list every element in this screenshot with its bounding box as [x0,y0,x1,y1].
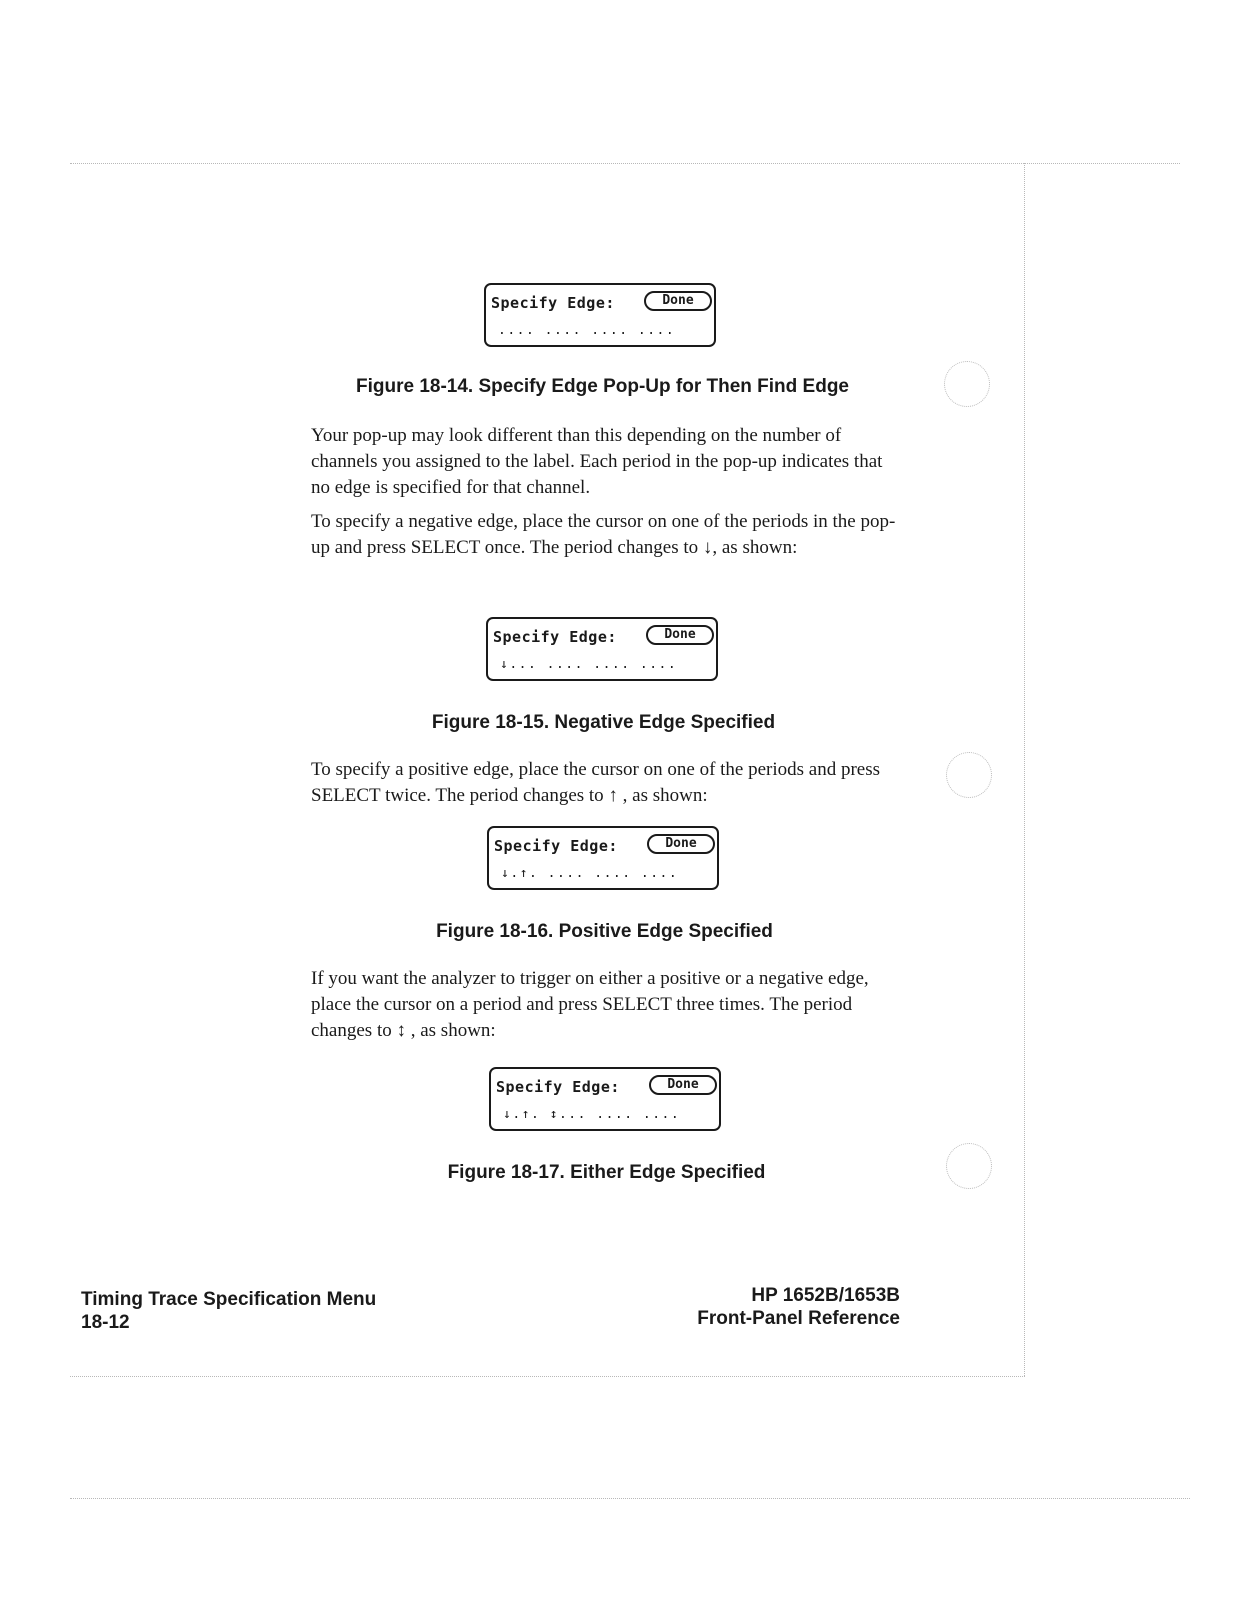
popup-title: Specify Edge: [491,294,615,312]
edge-channel-list: .... .... .... .... [498,323,676,338]
footer-left [81,1288,376,1334]
edge-channel-list: ↓.↑. .... .... .... [501,866,679,881]
specify-edge-popup [487,826,719,890]
edge-channel-list: ↓... .... .... .... [500,657,678,672]
figure-caption: Figure 18-16. Positive Edge Specified [436,921,773,942]
page-bottom-border [70,1376,1025,1377]
figure-caption: Figure 18-14. Specify Edge Pop-Up for Then Find Edge [356,376,849,397]
done-button[interactable]: Done [646,625,714,645]
body-paragraph: If you want the analyzer to trigger on either a positive or a negative edge, place the cursor on a period and press SELECT three times. The period changes to ↕ , as shown: [311,968,869,1041]
body-paragraph: Your pop-up may look different than this depending on the number of channels you assigned to the label. Each period in the pop-up indicates that no edge is specified for that channel. [311,425,883,498]
body-paragraph: To specify a positive edge, place the cursor on one of the periods and press SELECT twice. The period changes to ↑ , as shown: [311,759,881,806]
edge-channel-list: ↓.↑. ↕... .... .... [503,1107,681,1122]
popup-title: Specify Edge: [496,1078,620,1096]
product-name: HP 1652B/1653B [751,1285,900,1306]
specify-edge-popup [489,1067,721,1131]
footer-right [697,1284,900,1330]
done-button[interactable]: Done [647,834,715,854]
done-button[interactable]: Done [644,291,712,311]
popup-title: Specify Edge: [493,628,617,646]
page-number: 18-12 [81,1312,130,1333]
specify-edge-popup [486,617,718,681]
figure-caption: Figure 18-15. Negative Edge Specified [431,712,776,733]
popup-title: Specify Edge: [494,837,618,855]
specify-edge-popup [484,283,716,347]
page-top-border [70,163,1180,164]
body-paragraph: To specify a negative edge, place the cursor on one of the periods in the pop-up and press SELECT once. The period changes to ↓, as shown: [311,511,896,558]
manual-title: Front-Panel Reference [697,1308,900,1329]
page-right-border [1024,163,1025,1376]
section-title: Timing Trace Specification Menu [81,1289,377,1310]
figure-caption: Figure 18-17. Either Edge Specified [447,1162,766,1183]
scan-bottom-edge [70,1498,1190,1499]
binder-hole-middle [946,752,992,798]
done-button[interactable]: Done [649,1075,717,1095]
